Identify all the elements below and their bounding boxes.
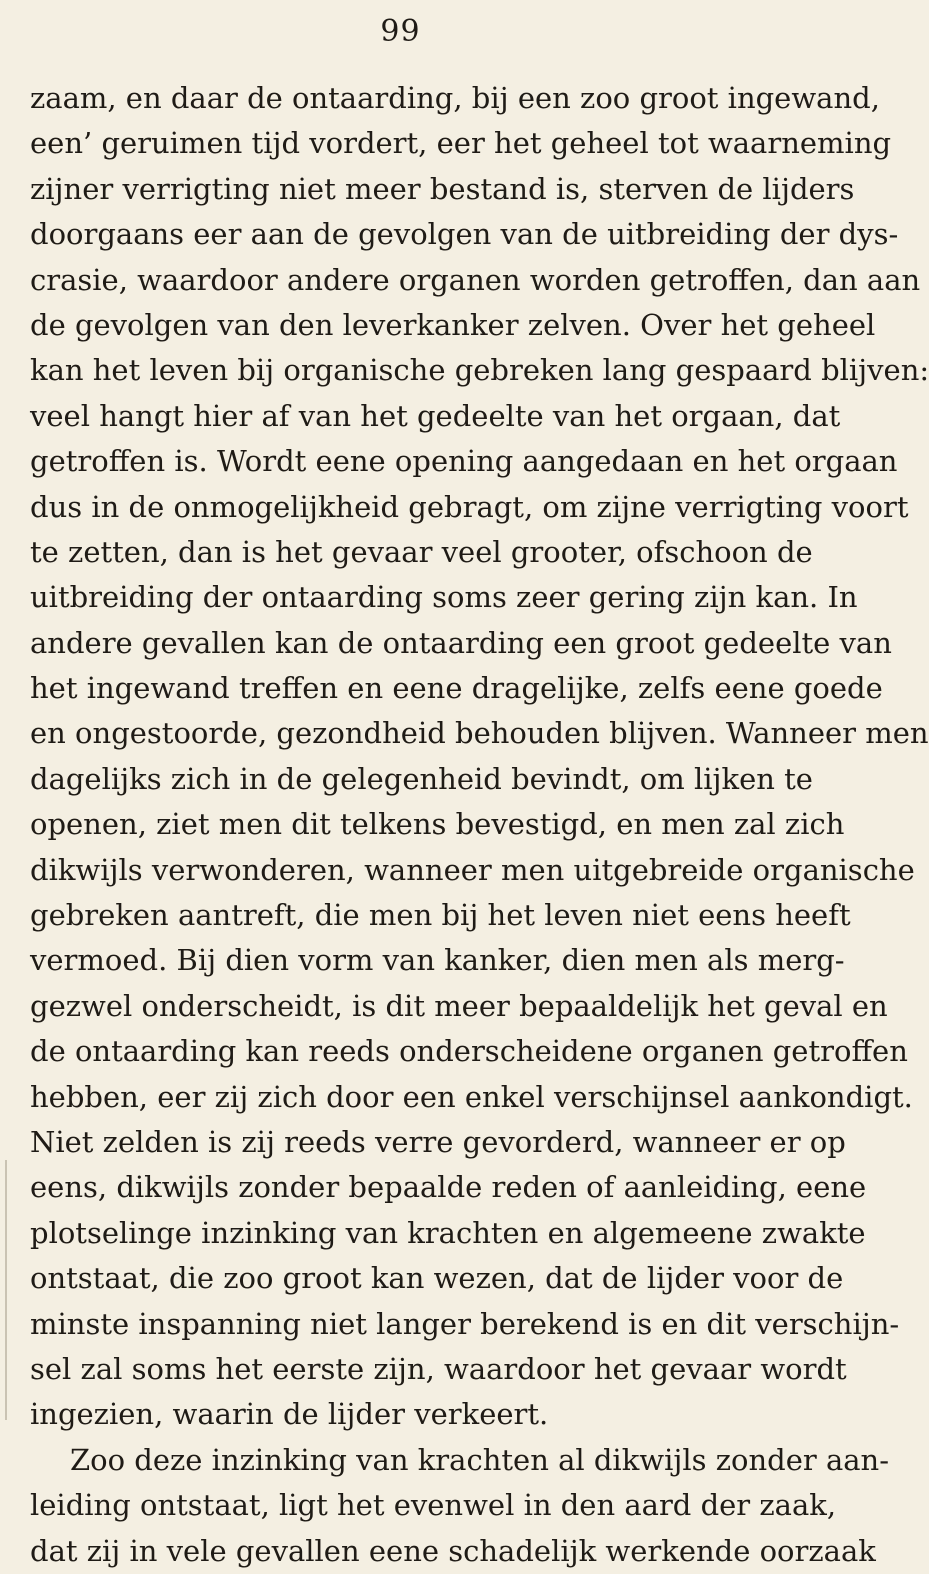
paragraph-start-line: Zoo deze inzinking van krachten al dikwijls zonder aan-	[70, 1442, 890, 1477]
paragraph-end-line: ingezien, waarin de lijder verkeert.	[30, 1397, 549, 1432]
text-line: getroffen is. Wordt eene opening aangedaan en het orgaan	[30, 444, 898, 479]
text-line: en ongestoorde, gezondheid behouden blijven. Wanneer men	[30, 716, 929, 751]
text-line: een’ geruimen tijd vordert, eer het geheel tot waarneming	[30, 126, 892, 161]
page-number: 99	[380, 14, 421, 49]
page-edge-mark	[5, 1160, 7, 1420]
text-line: minste inspanning niet langer berekend is en dit verschijn-	[30, 1306, 900, 1341]
text-line: dat zij in vele gevallen eene schadelijk werkende oorzaak	[30, 1533, 876, 1568]
text-line: Niet zelden is zij reeds verre gevorderd, wanneer er op	[30, 1124, 846, 1159]
text-line: crasie, waardoor andere organen worden getroffen, dan aan	[30, 262, 921, 297]
text-line: dagelijks zich in de gelegenheid bevindt, om lijken te	[30, 761, 813, 796]
text-line: kan het leven bij organische gebreken lang gespaard blijven:	[30, 353, 929, 388]
text-line: doorgaans eer aan de gevolgen van de uitbreiding der dys-	[30, 217, 899, 252]
text-line: zaam, en daar de ontaarding, bij een zoo groot ingewand,	[30, 81, 880, 115]
text-line: de gevolgen van den leverkanker zelven. Over het geheel	[30, 307, 876, 342]
body-text	[30, 76, 929, 1574]
text-line: zijner verrigting niet meer bestand is, sterven de lijders	[30, 171, 855, 206]
text-line: uitbreiding der ontaarding soms zeer gering zijn kan. In	[30, 580, 858, 615]
text-line: gezwel onderscheidt, is dit meer bepaaldelijk het geval en	[30, 988, 888, 1023]
text-line: te zetten, dan is het gevaar veel grooter, ofschoon de	[30, 534, 813, 569]
text-line: gebreken aantreft, die men bij het leven niet eens heeft	[30, 898, 851, 933]
text-line: het ingewand treffen en eene dragelijke, zelfs eene goede	[30, 671, 883, 706]
text-line: dikwijls verwonderen, wanneer men uitgebreide organische	[30, 852, 915, 887]
text-line: leiding ontstaat, ligt het evenwel in den aard der zaak,	[30, 1488, 837, 1523]
text-line: sel zal soms het eerste zijn, waardoor het gevaar wordt	[30, 1351, 847, 1386]
text-line: andere gevallen kan de ontaarding een groot gedeelte van	[30, 625, 892, 660]
text-line: hebben, eer zij zich door een enkel verschijnsel aankondigt.	[30, 1079, 913, 1114]
text-line: dus in de onmogelijkheid gebragt, om zijne verrigting voort	[30, 489, 909, 524]
text-line: eens, dikwijls zonder bepaalde reden of aanleiding, eene	[30, 1170, 867, 1205]
text-line: vermoed. Bij dien vorm van kanker, dien men als merg-	[30, 943, 845, 978]
text-line: ontstaat, die zoo groot kan wezen, dat de lijder voor de	[30, 1261, 844, 1296]
text-line: de ontaarding kan reeds onderscheidene organen getroffen	[30, 1034, 908, 1069]
text-line: plotselinge inzinking van krachten en algemeene zwakte	[30, 1215, 866, 1250]
text-line: veel hangt hier af van het gedeelte van het orgaan, dat	[30, 398, 841, 433]
text-line: openen, ziet men dit telkens bevestigd, en men zal zich	[30, 807, 845, 842]
